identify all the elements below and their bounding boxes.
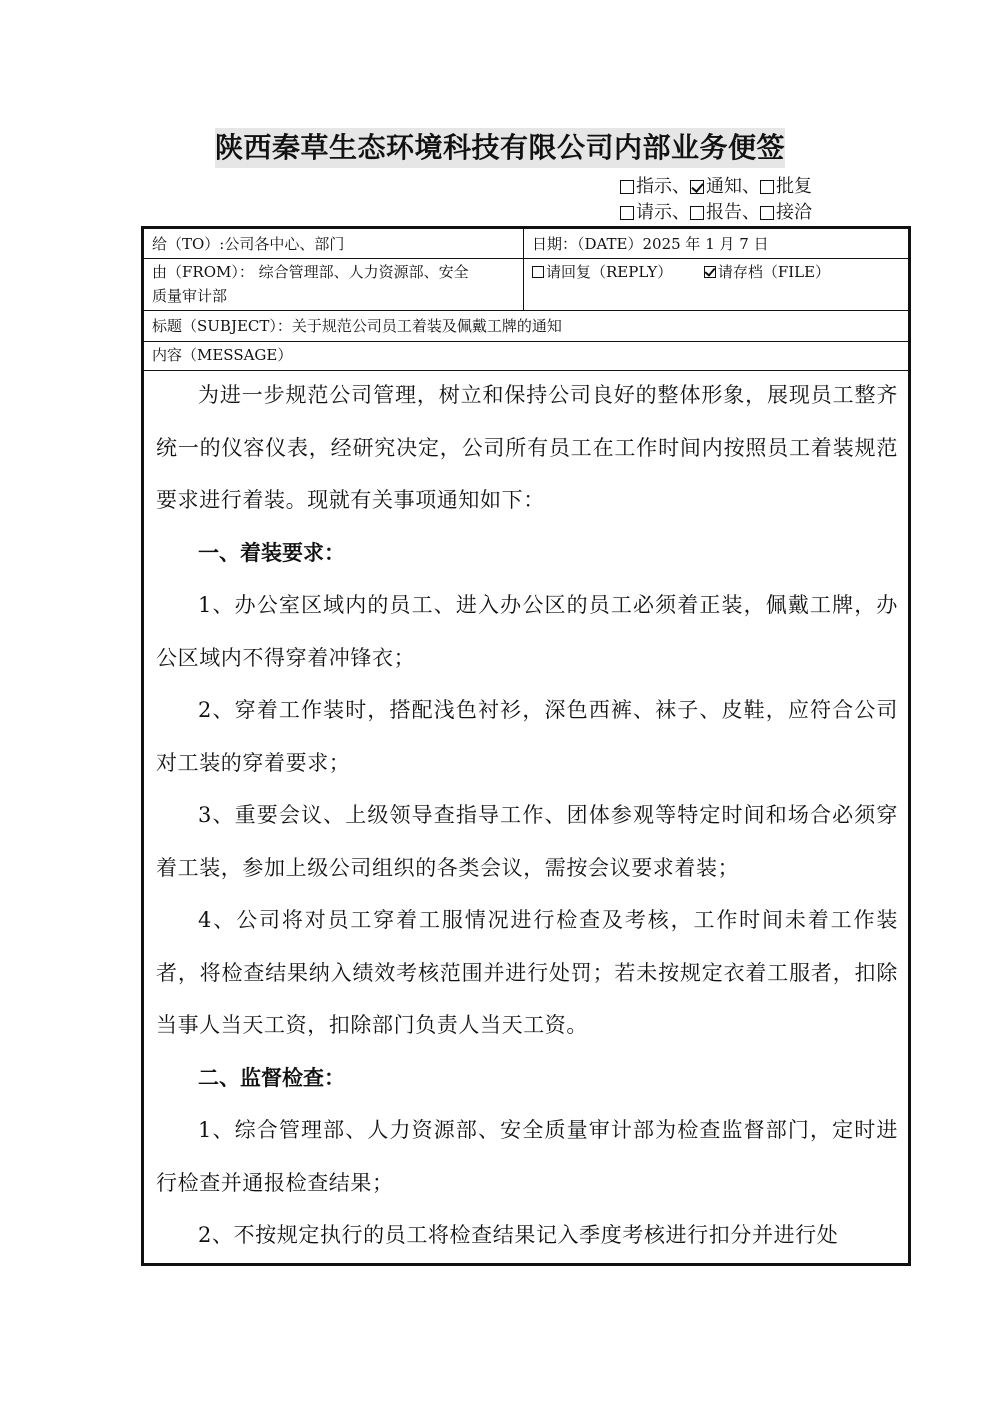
checkbox-icon[interactable] [690, 180, 704, 194]
list-item: 4、公司将对员工穿着工服情况进行检查及考核，工作时间未着工作装者，将检查结果纳入绩效考核范围并进行处罚；若未按规定衣着工服者，扣除当事人当天工资，扣除部门负责人当天工资。 [156, 908, 898, 1037]
from-line-1: 由（FROM）： 综合管理部、人力资源部、安全 [152, 263, 469, 281]
checkbox-icon[interactable] [690, 206, 704, 220]
from-field [144, 260, 523, 308]
option-label: 指示 [636, 176, 672, 197]
subject-field: 标题（SUBJECT）：关于规范公司员工着装及佩戴工牌的通知 [152, 317, 562, 335]
reply-file-field [524, 260, 908, 284]
option-label: 报告 [706, 202, 742, 223]
from-line-2: 质量审计部 [152, 287, 228, 305]
option-label: 接洽 [776, 202, 812, 223]
file-label: 请存档（FILE） [717, 263, 831, 281]
section-heading: 二、监督检查： [198, 1065, 345, 1090]
option-contact[interactable] [760, 201, 812, 225]
reply-label: 请回复（REPLY） [546, 263, 673, 281]
checkbox-icon[interactable] [760, 206, 774, 220]
option-label: 请示 [636, 202, 672, 223]
option-instruct[interactable]: 指示 、 [620, 175, 690, 199]
intro-paragraph: 为进一步规范公司管理，树立和保持公司良好的整体形象，展现员工整齐统一的仪容仪表，经研究决定，公司所有员工在工作时间内按照员工着装规范要求进行着装。现就有关事项通知如下： [156, 383, 898, 512]
memo-form [141, 226, 911, 1266]
checkbox-icon[interactable] [620, 206, 634, 220]
document-title: 陕西秦草生态环境科技有限公司内部业务便签 [215, 128, 785, 168]
option-label: 通知 [706, 176, 742, 197]
notice-type-row-2 [620, 201, 812, 227]
checkbox-icon[interactable] [704, 266, 716, 278]
option-request[interactable]: 请示 、 [620, 201, 690, 225]
divider [144, 341, 908, 342]
list-item: 1、办公室区域内的员工、进入办公区的员工必须着正装，佩戴工牌，办公区域内不得穿着冲锋衣； [156, 593, 898, 670]
option-label: 批复 [776, 176, 812, 197]
option-reply-approve[interactable] [760, 175, 812, 199]
notice-type-row-1 [620, 175, 812, 201]
to-field: 给（TO）:公司各中心、部门 [152, 235, 345, 253]
list-item: 3、重要会议、上级领导查指导工作、团体参观等特定时间和场合必须穿着工装，参加上级公司组织的各类会议，需按会议要求着装； [156, 803, 898, 880]
checkbox-icon[interactable] [620, 180, 634, 194]
list-item: 2、穿着工作装时，搭配浅色衬衫，深色西裤、袜子、皮鞋，应符合公司对工装的穿着要求； [156, 698, 898, 775]
message-label: 内容（MESSAGE） [152, 346, 293, 364]
section-heading: 一、着装要求： [198, 540, 345, 565]
reply-option[interactable] [532, 263, 672, 281]
divider [144, 310, 908, 311]
list-item: 2、不按规定执行的员工将检查结果记入季度考核进行扣分并进行处 [198, 1223, 839, 1247]
message-body [156, 369, 898, 1262]
checkbox-icon[interactable] [532, 266, 544, 278]
option-notify[interactable]: 通知 、 [690, 175, 760, 199]
file-option[interactable] [704, 263, 830, 281]
date-field: 日期：（DATE）2025 年 1 月 7 日 [532, 235, 769, 253]
divider [144, 258, 908, 259]
list-item: 1、综合管理部、人力资源部、安全质量审计部为检查监督部门，定时进行检查并通报检查结果； [156, 1118, 898, 1195]
checkbox-icon[interactable] [760, 180, 774, 194]
option-report[interactable]: 报告 、 [690, 201, 760, 225]
